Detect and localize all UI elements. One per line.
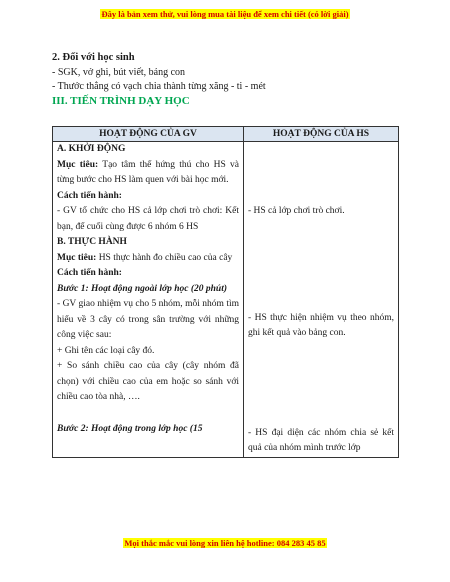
part-b-step2-title: Bước 2: Hoạt động trong lớp học (15 [57, 423, 203, 434]
table-row [53, 142, 399, 458]
section-3-title: III. TIẾN TRÌNH DẠY HỌC [52, 95, 190, 107]
gv-activities-cell [53, 142, 244, 458]
part-a-title: A. KHỞI ĐỘNG [57, 144, 126, 154]
hs-activities-cell [244, 142, 399, 458]
hs-response-1: - HS cả lớp chơi trò chơi. [248, 206, 345, 216]
part-b-title: B. THỰC HÀNH [57, 237, 127, 247]
lesson-plan-table [52, 126, 399, 458]
section-2-item: - Thước thẳng có vạch chia thành từng xăng - ti - mét [52, 81, 266, 92]
part-b-item: + Ghi tên các loại cây đó. [57, 345, 155, 356]
part-b-step1-title: Bước 1: Hoạt động ngoài lớp học (20 phút) [57, 283, 228, 294]
part-a-howto: Cách tiến hành: [57, 190, 122, 201]
hs-response-3: - HS đại diện các nhóm chia sẻ kết quả của nhóm mình trước lớp [248, 427, 394, 453]
spacer [248, 342, 394, 426]
part-b-item: + So sánh chiều cao của cây (cây nhóm đã chọn) với chiều cao của em hoặc so sánh với chiều cao tòa nhà, …. [57, 361, 239, 402]
part-a-goal: Mục tiêu: Tạo tâm thế hứng thú cho HS và từng bước cho HS làm quen với bài học mới. [57, 159, 239, 185]
spacer [248, 142, 394, 204]
preview-banner-bottom: Mọi thắc mắc vui lòng xin liên hệ hotline: 084 283 45 85 [124, 538, 326, 548]
part-b-step1-text: - GV giao nhiệm vụ cho 5 nhóm, mỗi nhóm tìm hiểu về 3 cây có trong sân trường với những công việc sau: [57, 299, 239, 340]
part-b-goal: Mục tiêu: HS thực hành đo chiều cao của cây [57, 252, 233, 263]
spacer [248, 220, 394, 311]
document-body [52, 52, 398, 109]
hs-response-2: - HS thực hiện nhiệm vụ theo nhóm, ghi kết quả vào bảng con. [248, 312, 394, 338]
part-a-step: - GV tổ chức cho HS cả lớp chơi trò chơi: Kết bạn, để cuối cùng được 6 nhóm 6 HS [57, 206, 239, 232]
section-2-item: - SGK, vở ghi, bút viết, bảng con [52, 67, 186, 78]
header-hs: HOẠT ĐỘNG CỦA HS [244, 127, 399, 142]
preview-banner-top: Đây là bản xem thử, vui lòng mua tài liệu để xem chi tiết (có lời giải) [101, 9, 349, 19]
part-b-howto: Cách tiến hành: [57, 268, 122, 278]
section-2-title: 2. Đối với học sinh [52, 52, 135, 63]
table-header-row [53, 127, 399, 142]
header-gv: HOẠT ĐỘNG CỦA GV [53, 127, 244, 142]
spacer [57, 406, 239, 422]
